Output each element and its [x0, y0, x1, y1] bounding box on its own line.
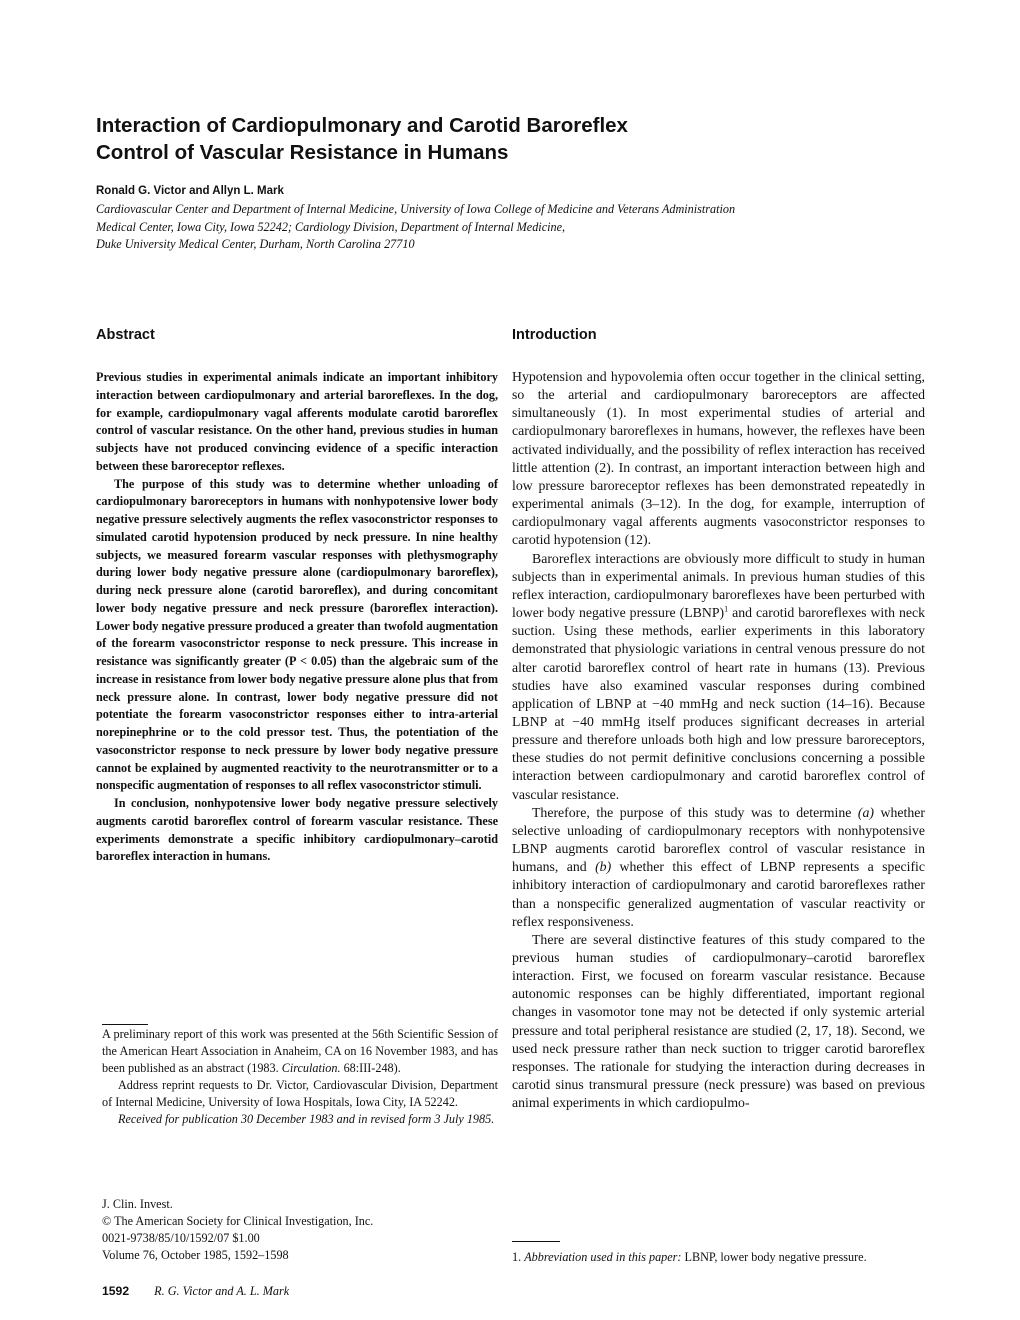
copyright-line: © The American Society for Clinical Investigation, Inc. [102, 1214, 374, 1228]
article-notes [102, 1026, 498, 1127]
abstract-paragraph-3: In conclusion, nonhypotensive lower body negative pressure selectively augments carotid baroreflex control of forearm vascular resistance. These experiments demonstrate a specific inhibitory cardiopulmonary–carotid baroreflex interaction in humans. [96, 796, 498, 864]
affiliation-line-1: Cardiovascular Center and Department of Internal Medicine, University of Iowa College of Medicine and Veterans Administration [96, 202, 736, 216]
article-title [96, 112, 856, 166]
abstract-heading: Abstract [96, 327, 155, 343]
issn-line: 0021-9738/85/10/1592/07 $1.00 [102, 1231, 260, 1245]
volume-line: Volume 76, October 1985, 1592–1598 [102, 1248, 289, 1262]
journal-info [102, 1196, 502, 1264]
footnote-divider [512, 1241, 560, 1242]
introduction-heading: Introduction [512, 327, 597, 343]
affiliation-line-3: Duke University Medical Center, Durham, North Carolina 27710 [96, 237, 415, 251]
title-line-1: Interaction of Cardiopulmonary and Carotid Baroreflex [96, 114, 628, 137]
page-footer [102, 1283, 289, 1299]
affiliation-line-2: Medical Center, Iowa City, Iowa 52242; Cardiology Division, Department of Internal Medicine, [96, 219, 566, 234]
title-line-2: Control of Vascular Resistance in Humans [96, 141, 509, 164]
abstract-paragraph-1: Previous studies in experimental animals indicate an important inhibitory interaction between cardiopulmonary and arterial baroreflexes. In the dog, for example, cardiopulmonary vagal afferents modulate carotid baroreflex control of vascular resistance. On the other hand, previous studies in human subjects have not produced convincing evidence of a specific interaction between these baroreceptor reflexes. [96, 370, 498, 473]
intro-paragraph-1: Hypotension and hypovolemia often occur together in the clinical setting, so the arterial and cardiopulmonary baroreceptors are affected simultaneously (1). In most experimental studies of arterial and cardiopulmonary baroreflexes in humans, however, the reflexes have been activated individually, and the possibility of reflex interaction has received little attention (2). In contrast, an important interaction between high and low pressure baroreceptor reflexes has been demonstrated repeatedly in experimental animals (3–12). In the dog, for example, interruption of cardiopulmonary vagal afferents augments vasoconstrictor responses to carotid hypotension (12). [512, 369, 925, 548]
abstract-paragraph-2: The purpose of this study was to determine whether unloading of cardiopulmonary baroreceptors in humans with nonhypotensive lower body negative pressure selectively augments the reflex vasoconstrictor responses to simulated carotid hypotension produced by neck pressure. In nine healthy subjects, we measured forearm vascular responses with plethysmography during lower body negative pressure alone (cardiopulmonary baroreflex), during neck pressure alone (carotid baroreflex), and during concomitant lower body negative pressure and neck pressure (baroreflex interaction). Lower body negative pressure produced a greater than twofold augmentation of the forearm vasoconstrictor response to neck pressure. This increase in resistance was significantly greater (P < 0.05) than the algebraic sum of the increase in resistance from lower body negative pressure alone plus that from neck pressure alone. In contrast, lower body negative pressure did not potentiate the forearm vasoconstrictor responses either to intra-arterial norepinephrine or to the cold pressor test. Thus, the potentiation of the vasoconstrictor response to neck pressure by lower body negative pressure cannot be explained by augmented reactivity to the neurotransmitter or to a nonspecific augmentation of responses to all reflex vasoconstrictor stimuli. [96, 476, 498, 793]
journal-name: Circulation. [281, 1060, 341, 1075]
running-head: R. G. Victor and A. L. Mark [154, 1284, 290, 1298]
page-number: 1592 [102, 1284, 130, 1298]
author-list: Ronald G. Victor and Allyn L. Mark [96, 185, 284, 197]
introduction-body [512, 368, 925, 1112]
received-date-note: Received for publication 30 December 1983 and in revised form 3 July 1985. [118, 1111, 495, 1126]
notes-divider [102, 1024, 148, 1025]
intro-paragraph-4: There are several distinctive features of this study compared to the previous human studies of cardiopulmonary–carotid baroreflex interaction. First, we focused on forearm vascular resistance. Because autonomic responses can be highly differentiated, important regional changes in vasomotor tone may not be detected if only systemic arterial pressure and total peripheral resistance are studied (2, 17, 18). Second, we used neck pressure rather than neck suction to trigger carotid baroreflex responses. The rationale for studying the interaction during decreases in carotid sinus transmural pressure (neck pressure) was based on previous animal experiments in which cardiopulmo- [512, 931, 925, 1111]
intro-paragraph-2: Baroreflex interactions are obviously more difficult to study in human subjects than in experimental animals. In previous human studies of this reflex interaction, cardiopulmonary baroreflexes have been perturbed with lower body negative pressure (LBNP)$^1$ and carotid baroreflexes with neck suction. Using these methods, earlier experiments in this laboratory demonstrated that physiologic variations in central venous pressure do not alter carotid baroreflex control of heart rate in humans (13). Previous studies have also examined vascular responses during combined application of LBNP at −40 mmHg and neck suction (14–16). Because LBNP at −40 mmHg itself produces significant decreases in arterial pressure and therefore unloads both high and low pressure baroreceptors, these studies do not permit definitive conclusions concerning a possible interaction between cardiopulmonary and carotid baroreflex control of vascular resistance. [512, 550, 925, 802]
abstract-body [96, 369, 498, 866]
reprint-request-note: Address reprint requests to Dr. Victor, Cardiovascular Division, Department of Internal Medicine, University of Iowa Hospitals, Iowa City, IA 52242. [102, 1077, 498, 1109]
abbreviation-footnote: 1. Abbreviation used in this paper: LBNP, lower body negative pressure. [512, 1250, 867, 1264]
affiliation [96, 201, 926, 254]
footnote-marker: 1 [724, 604, 729, 614]
preliminary-report-note: A preliminary report of this work was presented at the 56th Scientific Session of the American Heart Association in Anaheim, CA on 16 November 1983, and has been published as an abstract (1983. Circulation. 68:III-248). [102, 1027, 498, 1075]
journal-abbrev: J. Clin. Invest. [102, 1197, 173, 1211]
intro-paragraph-3: Therefore, the purpose of this study was to determine (a) whether selective unloading of cardiopulmonary receptors with nonhypotensive LBNP augments carotid baroreflex control of vascular resistance in humans, and (b) whether this effect of LBNP represents a specific inhibitory interaction of cardiopulmonary and carotid baroreflexes rather than a nonspecific generalized augmentation of vascular reactivity or reflex responsiveness. [512, 804, 925, 929]
